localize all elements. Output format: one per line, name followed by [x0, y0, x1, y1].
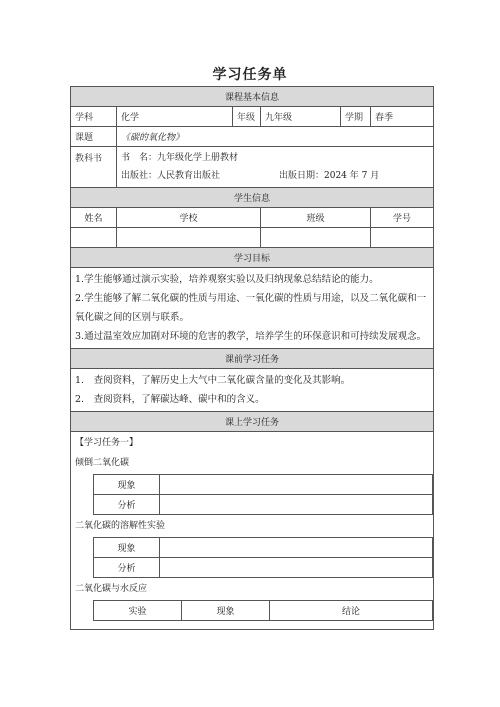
- exp3-table: [93, 600, 433, 621]
- col-name: 姓名: [71, 208, 117, 228]
- subject-value: 化学: [117, 107, 233, 127]
- col-class: 班级: [261, 208, 371, 228]
- pre-tasks-content: [71, 369, 434, 412]
- subject-label: 学科: [71, 107, 117, 127]
- exp2-analysis-cell[interactable]: [160, 558, 433, 578]
- topic-value: 《碳的氧化物》: [117, 127, 434, 147]
- exp2-name: 二氧化碳的溶解性实验: [75, 521, 166, 531]
- name-cell[interactable]: [71, 228, 117, 248]
- exp2-phenomenon-cell[interactable]: [160, 538, 433, 558]
- task1-label: 【学习任务一】: [75, 438, 139, 448]
- exp3-name: 二氧化碳与水反应: [75, 584, 148, 594]
- worksheet-table: [70, 86, 434, 630]
- exp1-phenomenon-label: 现象: [94, 475, 160, 495]
- publisher-line: [121, 167, 429, 185]
- exp2-phenomenon-label: 现象: [94, 538, 160, 558]
- class-tasks-header: 课上学习任务: [71, 412, 434, 432]
- topic-label: 课题: [71, 127, 117, 147]
- student-info-header: 学生信息: [71, 188, 434, 208]
- col-school: 学校: [117, 208, 261, 228]
- exp2-table: [93, 537, 433, 578]
- goal-item: 3.通过温室效应加剧对环境的危害的教学，培养学生的环保意识和可持续发展观念。: [75, 331, 427, 342]
- school-cell[interactable]: [117, 228, 261, 248]
- exp1-analysis-label: 分析: [94, 495, 160, 515]
- exp3-col-conclusion: 结论: [270, 601, 433, 621]
- exp1-analysis-cell[interactable]: [160, 495, 433, 515]
- exp1-table: [93, 474, 433, 515]
- task-sheet: [70, 86, 433, 630]
- pre-task-item: 2. 查阅资料，了解碳达峰、碳中和的含义。: [75, 394, 265, 405]
- term-value: 春季: [371, 107, 434, 127]
- goal-item: 2.学生能够了解二氧化碳的性质与用途、一氧化碳的性质与用途，以及二氧化碳和一氧化碳之间的区别与联系。: [75, 293, 427, 323]
- class-tasks-content: [71, 432, 434, 630]
- goals-header: 学习目标: [71, 248, 434, 268]
- grade-value: 九年级: [261, 107, 341, 127]
- publisher: 出版社：人民教育出版社: [121, 171, 221, 181]
- course-info-header: 课程基本信息: [71, 87, 434, 107]
- exp2-analysis-label: 分析: [94, 558, 160, 578]
- goal-item: 1.学生能够通过演示实验，培养观察实验以及归纳现象总结结论的能力。: [75, 274, 379, 285]
- class-cell[interactable]: [261, 228, 371, 248]
- pub-date: 出版日期：2024 年 7 月: [279, 171, 380, 181]
- goals-content: [71, 268, 434, 349]
- textbook-label: 教科书: [71, 147, 117, 188]
- exp1-phenomenon-cell[interactable]: [160, 475, 433, 495]
- exp1-name: 倾倒二氧化碳: [75, 458, 130, 468]
- exp3-col-phenomenon: 现象: [182, 601, 270, 621]
- student-id-cell[interactable]: [371, 228, 434, 248]
- pre-task-item: 1. 查阅资料，了解历史上大气中二氧化碳含量的变化及其影响。: [75, 375, 351, 386]
- term-label: 学期: [341, 107, 371, 127]
- textbook-info: [117, 147, 434, 188]
- col-student-id: 学号: [371, 208, 434, 228]
- exp3-col-experiment: 实验: [94, 601, 182, 621]
- pre-tasks-header: 课前学习任务: [71, 349, 434, 369]
- page-title: 学习任务单: [212, 67, 288, 83]
- grade-label: 年级: [233, 107, 261, 127]
- book-title: 书 名：九年级化学上册教材: [121, 153, 239, 163]
